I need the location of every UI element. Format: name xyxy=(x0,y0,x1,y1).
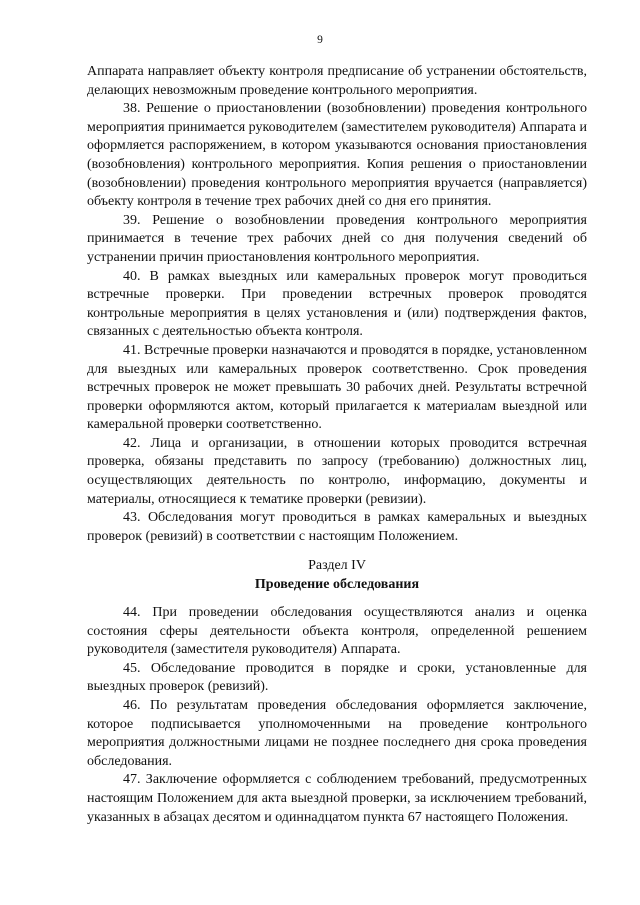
paragraph-43: 43. Обследования могут проводиться в рамках камеральных и выездных проверок (ревизий) в соответствии с настоящим Положением. xyxy=(87,510,587,544)
section-number: Раздел IV xyxy=(308,558,366,573)
section-title: Проведение обследования xyxy=(254,577,420,592)
paragraph-45: 45. Обследование проводится в порядке и сроки, установленные для выездных проверок (ревизий). xyxy=(87,660,587,695)
paragraph-39: 39. Решение о возобновлении проведения контрольного мероприятия принимается в течение трех рабочих дней со дня получения сведений об устранении причин приостановления контрольного мероприятия. xyxy=(87,212,587,265)
paragraph-41: 41. Встречные проверки назначаются и проводятся в порядке, установленном для выездных или камеральных проверок соответственно. Срок проведения встречных проверок не может превышать 30 рабочих дней. Результаты встречной проверки оформляются актом, который прилагается к материалам выездной или камеральной проверки соответственно. xyxy=(87,342,587,433)
section-heading xyxy=(87,556,587,594)
text-block-top xyxy=(87,63,587,546)
paragraph-42: 42. Лица и организации, в отношении которых проводится встречная проверка, обязаны представить по запросу (требованию) должностных лиц, осуществляющих деятельность по контролю, информацию, документы и материалы, относящиеся к тематике проверки (ревизии). xyxy=(87,435,587,507)
paragraph-38: 38. Решение о приостановлении (возобновлении) проведения контрольного мероприятия принимается руководителем (заместителем руководителя) Аппарата и оформляется распоряжением, в котором указываются основания приостановления (возобновления) контрольного мероприятия. Копия решения о приостановлении (возобновлении) проведения контрольного мероприятия вручается (направляется) объекту контроля в течение трех рабочих дней со дня его принятия. xyxy=(87,101,587,210)
paragraph-47: 47. Заключение оформляется с соблюдением требований, предусмотренных настоящим Положением для акта выездной проверки, за исключением требований, указанных в абзацах десятом и одиннадцатом пункта 67 настоящего Положения. xyxy=(87,772,587,825)
paragraph-40: 40. В рамках выездных или камеральных проверок могут проводиться встречные проверки. При проведении встречных проверок проводятся контрольные мероприятия в целях установления и (или) подтверждения фактов, связанных с деятельностью объекта контроля. xyxy=(87,268,587,340)
paragraph-46: 46. По результатам проведения обследования оформляется заключение, которое подписывается уполномоченными на проведение контрольного мероприятия должностными лицами не позднее последнего дня срока проведения обследования. xyxy=(87,697,587,769)
paragraph-37-continuation: Аппарата направляет объекту контроля предписание об устранении обстоятельств, делающих невозможным проведение контрольного мероприятия. xyxy=(87,64,587,98)
text-block-bottom xyxy=(87,604,587,827)
paragraph-44: 44. При проведении обследования осуществляются анализ и оценка состояния сферы деятельности объекта контроля, определенной решением руководителя (заместителя руководителя) Аппарата. xyxy=(87,605,587,658)
page-number: 9 xyxy=(317,34,323,46)
